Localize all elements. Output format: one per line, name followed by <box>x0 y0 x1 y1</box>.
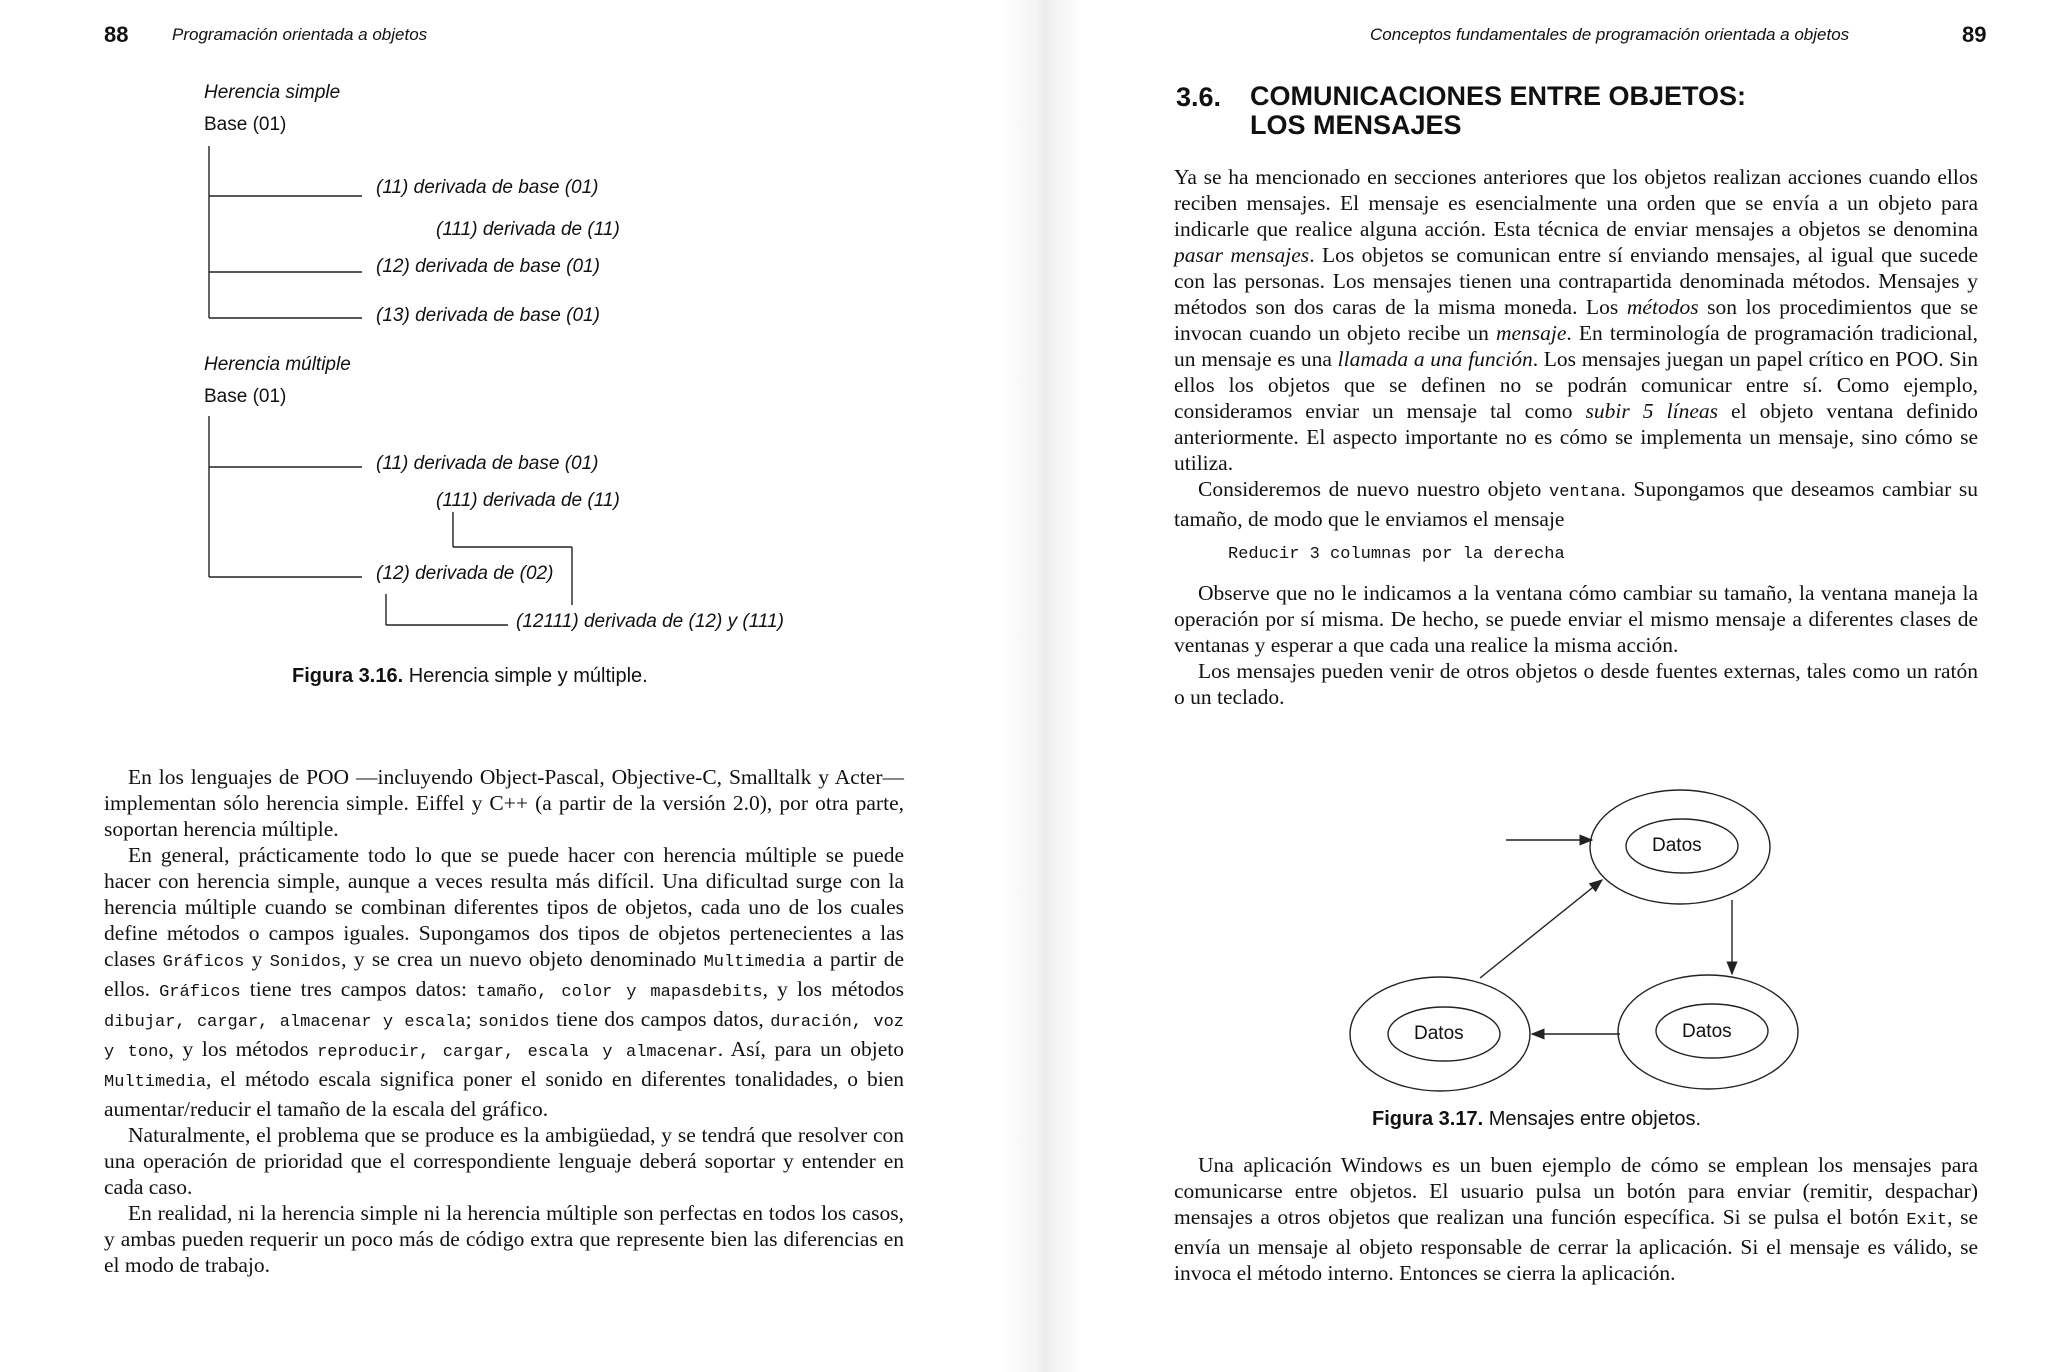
paragraph: Consideremos de nuevo nuestro objeto ventana. Supongamos que deseamos cambiar su tamaño, de modo que le enviamos el mensaje <box>1174 477 1978 531</box>
multiple-base: Base (01) <box>204 386 287 407</box>
left-body-text <box>104 764 904 1278</box>
simple-base: Base (01) <box>204 114 287 135</box>
caption-label: Figura 3.17. <box>1372 1108 1484 1130</box>
messages-diagram <box>1040 780 2040 1140</box>
simple-item: (12) derivada de base (01) <box>376 256 600 277</box>
paragraph: En general, prácticamente todo lo que se puede hacer con herencia múltiple se puede hacer con herencia simple, aunque a veces resulta más difícil. Una dificultad surge con la herencia múltiple cuando se combinan diferentes tipos de objetos, cada uno de los cuales define métodos o campos iguales. Supongamos dos tipos de objetos pertenecientes a las clases Gráficos y Sonidos, y se crea un nuevo objeto denominado Multimedia a partir de ellos. Gráficos tiene tres campos datos: tamaño, color y mapasdebits, y los métodos dibujar, cargar, almacenar y escala; sonidos tiene dos campos datos, duración, voz y tono, y los métodos reproducir, cargar, escala y almacenar. Así, para un objeto Multimedia, el método escala significa poner el sonido en diferentes tonalidades, o bien aumentar/reducir el tamaño de la escala del gráfico. <box>104 843 905 1121</box>
arrow-left-to-top <box>1480 880 1602 978</box>
paragraph: Los mensajes pueden venir de otros objetos o desde fuentes externas, tales como un ratón o un teclado. <box>1174 659 1978 709</box>
left-page <box>0 0 1020 1372</box>
simple-heading: Herencia simple <box>204 82 341 103</box>
figure-caption <box>292 665 648 688</box>
multiple-heading: Herencia múltiple <box>204 354 351 375</box>
section-number: 3.6. <box>1176 82 1222 112</box>
section-title <box>1250 82 1746 140</box>
right-body-text-bottom <box>1174 1152 1978 1286</box>
multiple-item: (12) derivada de (02) <box>376 563 554 584</box>
paragraph: En realidad, ni la herencia simple ni la herencia múltiple son perfectas en todos los casos, y ambas pueden requerir un poco más de código extra que represente bien las diferencias en el modo de trabajo. <box>104 1201 904 1277</box>
caption-text: Herencia simple y múltiple. <box>408 665 648 687</box>
simple-item: (13) derivada de base (01) <box>376 305 600 326</box>
page-number: 89 <box>1962 22 1987 47</box>
multiple-item: (12111) derivada de (12) y (111) <box>516 611 784 632</box>
paragraph: Una aplicación Windows es un buen ejemplo de cómo se emplean los mensajes para comunicarse entre objetos. El usuario pulsa un botón para enviar (remitir, despachar) mensajes a otros objetos que realizan una función específica. Si se pulsa el botón Exit, se envía un mensaje al objeto responsable de cerrar la aplicación. Si el mensaje es válido, se invoca el método interno. Entonces se cierra la aplicación. <box>1174 1153 1978 1285</box>
multiple-item: (111) derivada de (11) <box>436 490 620 511</box>
paragraph: En los lenguajes de POO —incluyendo Object-Pascal, Objective-C, Smalltalk y Acter— implementan sólo herencia simple. Eiffel y C++ (a partir de la versión 2.0), por otra parte, soportan herencia múltiple. <box>104 765 904 841</box>
paragraph: Observe que no le indicamos a la ventana cómo cambiar su tamaño, la ventana maneja la operación por sí misma. De hecho, se puede enviar el mismo mensaje a diferentes clases de ventanas y esperar a que cada una realice la misma acción. <box>1174 581 1978 657</box>
caption-text: Mensajes entre objetos. <box>1488 1108 1702 1130</box>
running-head: Programación orientada a objetos <box>172 25 428 44</box>
node-label-top: Datos <box>1652 835 1702 856</box>
page-number: 88 <box>104 22 129 47</box>
figure-caption <box>1372 1108 1701 1131</box>
paragraph: Naturalmente, el problema que se produce es la ambigüedad, y se tendrá que resolver con una operación de prioridad que el correspondiente lenguaje deberá soportar y entender en cada caso. <box>104 1123 904 1199</box>
right-body-text-top <box>1174 164 1978 710</box>
code-line: Reducir 3 columnas por la derecha <box>1228 545 1565 564</box>
node-label-left: Datos <box>1414 1023 1464 1044</box>
inheritance-lines <box>0 0 1000 700</box>
simple-item: (111) derivada de (11) <box>436 219 620 240</box>
multiple-item: (11) derivada de base (01) <box>376 453 599 474</box>
section-title-line: LOS MENSAJES <box>1250 110 1462 140</box>
running-head: Conceptos fundamentales de programación orientada a objetos <box>1370 25 1850 44</box>
section-title-line: COMUNICACIONES ENTRE OBJETOS: <box>1250 81 1747 111</box>
right-page <box>1040 0 2048 1372</box>
simple-item: (11) derivada de base (01) <box>376 177 599 198</box>
node-label-right: Datos <box>1682 1021 1732 1042</box>
paragraph: Ya se ha mencionado en secciones anteriores que los objetos realizan acciones cuando ellos reciben mensajes. El mensaje es esencialmente una orden que se envía a un objeto para indicarle que realice alguna acción. Esta técnica de enviar mensajes a objetos se denomina pasar mensajes. Los objetos se comunican entre sí enviando mensajes, al igual que sucede con las personas. Los mensajes tienen una contrapartida denominada métodos. Mensajes y métodos son dos caras de la misma moneda. Los métodos son los procedimientos que se invocan cuando un objeto recibe un mensaje. En terminología de programación tradicional, un mensaje es una llamada a una función. Los mensajes juegan un papel crítico en POO. Sin ellos los objetos que se definen no se podrán comunicar entre sí. Como ejemplo, consideramos enviar un mensaje tal como subir 5 líneas el objeto ventana definido anteriormente. El aspecto importante no es cómo se implementa un mensaje, sino cómo se utiliza. <box>1174 165 1978 475</box>
caption-label: Figura 3.16. <box>292 665 404 687</box>
